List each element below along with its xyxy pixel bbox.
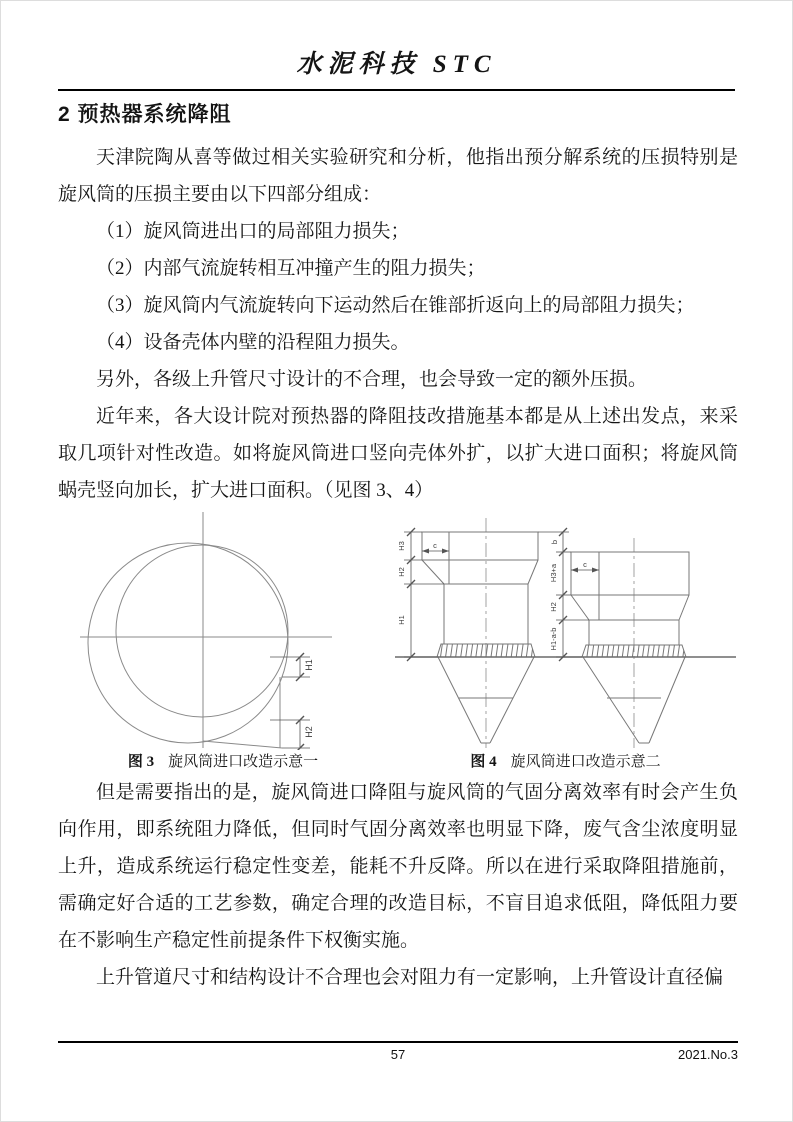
figures-row	[58, 510, 738, 774]
page-footer	[58, 1047, 738, 1063]
fig4-right-vane-band	[582, 645, 686, 657]
figure4-caption-title: 旋风筒进口改造示意二	[510, 754, 661, 770]
footer-divider	[58, 1041, 738, 1043]
fig4-dim-label-h1ab: H1-a-b	[549, 627, 558, 651]
fig4-left-vane-band	[437, 644, 535, 657]
journal-title: 水泥科技 STC	[296, 51, 497, 78]
fig4-right-cyclone	[571, 552, 689, 743]
list-item-4: （4）设备壳体内壁的沿程阻力损失。	[96, 332, 410, 353]
issue-number: 2021.No.3	[678, 1047, 738, 1062]
fig4-dim-label-h3a: H3+a	[549, 563, 558, 583]
paragraph-riser: 上升管道尺寸和结构设计不合理也会对阻力有一定影响，上升管设计直径偏	[96, 967, 724, 988]
figure4-caption	[393, 750, 738, 774]
figure3-caption-title: 旋风筒进口改造示意一	[168, 754, 319, 770]
figure3-caption-label: 图 3	[127, 754, 155, 770]
fig4-left-cyclone	[422, 532, 538, 743]
header-divider	[58, 89, 735, 91]
fig4-dim-label-c-right: c	[583, 560, 587, 569]
paragraph-measures: 近年来，各大设计院对预热器的降阻技改措施基本都是从上述出发点，来采取几项针对性改造。如将旋风筒进口竖向壳体外扩，以扩大进口面积；将旋风筒蜗壳竖向加长，扩大进口面积。（见图 3、4）	[58, 406, 738, 501]
fig3-volute-bottom	[203, 741, 282, 748]
fig3-dim-label-h2: H2	[304, 726, 314, 738]
article-body	[58, 139, 738, 996]
list-item-3: （3）旋风筒内气流旋转向下运动然后在锥部折返向上的局部阻力损失；	[96, 295, 695, 316]
list-item-1: （1）旋风筒进出口的局部阻力损失；	[96, 221, 410, 242]
fig4-dim-label-h2: H2	[397, 567, 406, 577]
figure4-drawing	[393, 510, 738, 750]
fig3-dim-label-h1: H1	[304, 659, 314, 671]
paragraph-intro: 天津院陶从喜等做过相关实验研究和分析，他指出预分解系统的压损特别是旋风筒的压损主要由以下四部分组成：	[58, 147, 738, 205]
figure3-caption	[58, 750, 388, 774]
fig4-dim-label-h2-right: H2	[549, 602, 558, 612]
fig3-inner-shell-circle	[116, 545, 288, 717]
fig4-dim-label-h3: H3	[397, 541, 406, 551]
page-number: 57	[390, 1047, 406, 1062]
section-heading: 2 预热器系统降阻	[58, 103, 232, 126]
fig3-outer-shell-circle	[88, 543, 288, 743]
figure4-caption-label: 图 4	[470, 754, 497, 770]
list-item-2: （2）内部气流旋转相互冲撞产生的阻力损失；	[96, 258, 486, 279]
paragraph-caution: 但是需要指出的是，旋风筒进口降阻与旋风筒的气固分离效率有时会产生负向作用，即系统阻力降低，但同时气固分离效率也明显下降，废气含尘浓度明显上升，造成系统运行稳定性变差，能耗不升反降。所以在进行采取降阻措施前，需确定好合适的工艺参数，确定合理的改造目标，不盲目追求低阻，降低阻力要在不影响生产稳定性前提条件下权衡实施。	[58, 782, 738, 951]
fig4-dim-label-b: b	[550, 539, 559, 545]
figure-3	[58, 510, 388, 774]
figure3-drawing	[58, 510, 388, 750]
figure-4	[393, 510, 738, 774]
fig4-dim-label-c-left: c	[433, 541, 437, 550]
paragraph-extra-loss: 另外，各级上升管尺寸设计的不合理，也会导致一定的额外压损。	[96, 369, 648, 390]
fig4-dim-label-h1: H1	[397, 615, 406, 625]
